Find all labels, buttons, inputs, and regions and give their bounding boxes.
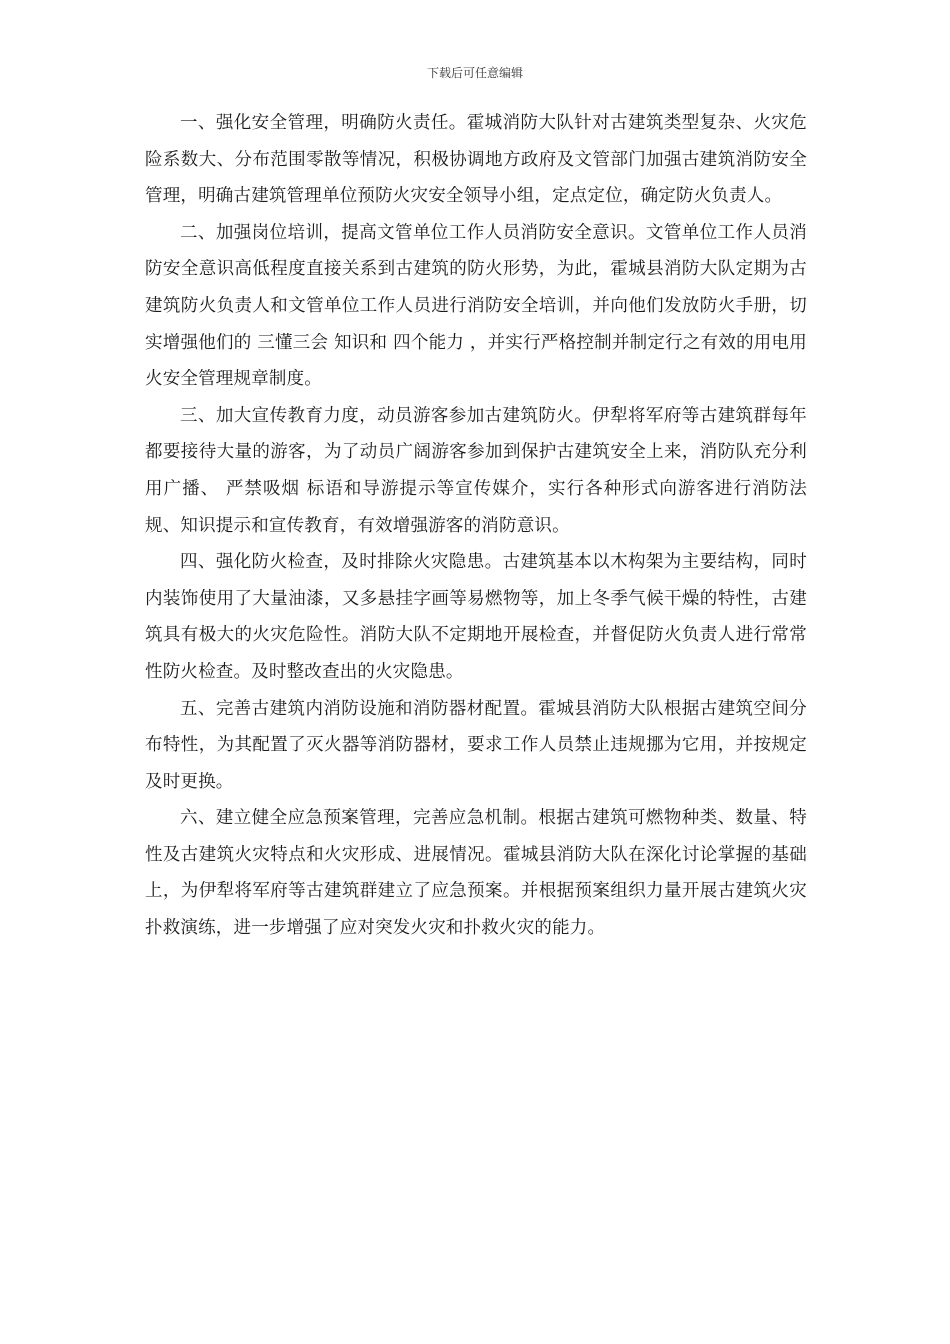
paragraph-3: 三、加大宣传教育力度，动员游客参加古建筑防火。伊犁将军府等古建筑群每年都要接待大量的游客，为了动员广阔游客参加到保护古建筑安全上来，消防队充分利用广播、 严禁吸烟 标语和导游提示等宣传媒介，实行各种形式向游客进行消防法规、知识提示和宣传教育，有效增强游客的消防意识。 [145, 405, 807, 536]
paragraph-4: 四、强化防火检查，及时排除火灾隐患。古建筑基本以木构架为主要结构，同时内装饰使用了大量油漆，又多悬挂字画等易燃物等，加上冬季气候干燥的特性，古建筑具有极大的火灾危险性。消防大队不定期地开展检查，并督促防火负责人进行常常性防火检查。及时整改查出的火灾隐患。 [145, 552, 807, 682]
paragraph-2: 二、加强岗位培训，提高文管单位工作人员消防安全意识。文管单位工作人员消防安全意识高低程度直接关系到古建筑的防火形势，为此，霍城县消防大队定期为古建筑防火负责人和文管单位工作人员进行消防安全培训，并向他们发放防火手册，切实增强他们的 三懂三会 知识和 四个能力 ，并实行严格控制并制定行之有效的用电用火安全管理规章制度。 [145, 222, 807, 390]
page-header: 下载后可任意编辑 [426, 66, 523, 80]
document-body [145, 105, 807, 947]
paragraph-5: 五、完善古建筑内消防设施和消防器材配置。霍城县消防大队根据古建筑空间分布特性，为其配置了灭火器等消防器材，要求工作人员禁止违规挪为它用，并按规定及时更换。 [145, 698, 807, 792]
paragraph-1: 一、强化安全管理，明确防火责任。霍城消防大队针对古建筑类型复杂、火灾危险系数大、分布范围零散等情况，积极协调地方政府及文管部门加强古建筑消防安全管理，明确古建筑管理单位预防火灾安全领导小组，定点定位，确定防火负责人。 [145, 113, 807, 207]
paragraph-6: 六、建立健全应急预案管理，完善应急机制。根据古建筑可燃物种类、数量、特性及古建筑火灾特点和火灾形成、进展情况。霍城县消防大队在深化讨论掌握的基础上，为伊犁将军府等古建筑群建立了应急预案。并根据预案组织力量开展古建筑火灾扑救演练，进一步增强了应对突发火灾和扑救火灾的能力。 [145, 808, 807, 939]
